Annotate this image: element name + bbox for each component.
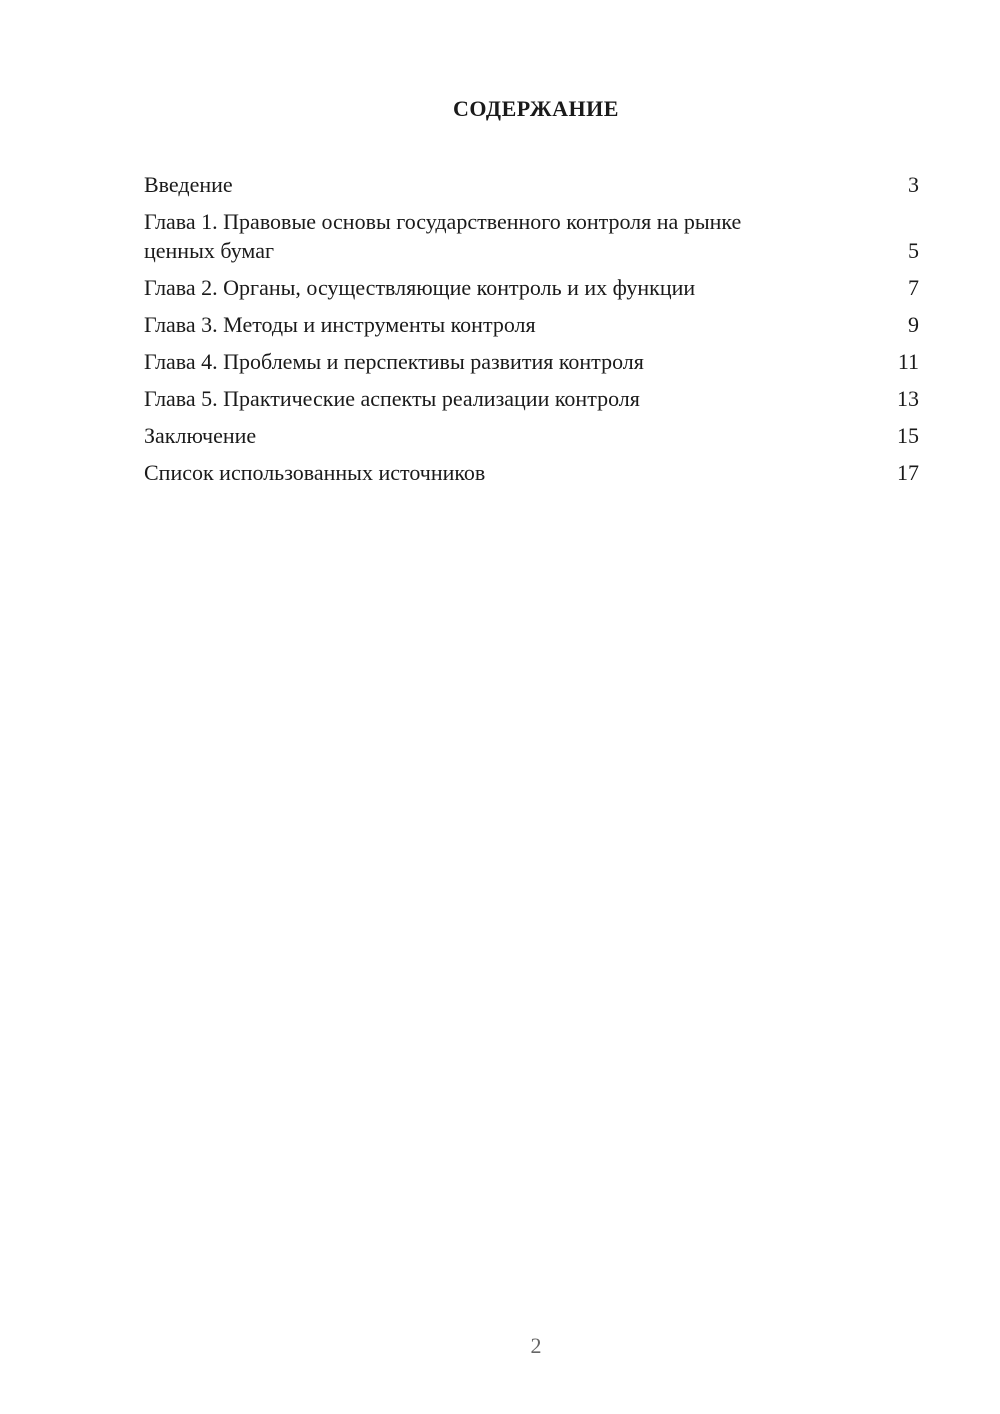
toc-entry-chapter-3	[144, 310, 919, 339]
toc-entry-title: Глава 2. Органы, осуществляющие контроль и их функции	[144, 275, 696, 300]
page-number: 2	[530, 1333, 542, 1358]
toc-entry-chapter-1	[144, 207, 919, 265]
toc-entry-title: Глава 4. Проблемы и перспективы развития контроля	[144, 349, 644, 374]
toc-entry-page: 5	[908, 238, 919, 263]
toc-entry-title: Глава 3. Методы и инструменты контроля	[144, 312, 536, 337]
toc-entry-page: 9	[908, 312, 919, 337]
toc-entry-page: 11	[897, 349, 919, 374]
toc-entry-page: 17	[897, 460, 919, 485]
toc-entry-chapter-5	[144, 384, 919, 413]
table-of-contents	[144, 170, 919, 495]
toc-entry-conclusion	[144, 421, 919, 450]
toc-entry-references	[144, 458, 919, 487]
toc-entry-chapter-2	[144, 273, 919, 302]
toc-entry-title: Глава 5. Практические аспекты реализации контроля	[144, 386, 640, 411]
toc-entry-page: 3	[908, 172, 919, 197]
toc-entry-page: 7	[908, 275, 919, 300]
toc-entry-title: Список использованных источников	[144, 460, 486, 485]
toc-entry-introduction	[144, 170, 919, 199]
toc-entry-page: 13	[897, 386, 919, 411]
toc-entry-page: 15	[897, 423, 919, 448]
page-title: СОДЕРЖАНИЕ	[453, 96, 619, 121]
toc-entry-title: Глава 1. Правовые основы государственного контроля на рынке ценных бумаг	[144, 209, 742, 263]
toc-entry-title: Введение	[144, 172, 233, 197]
toc-entry-title: Заключение	[144, 423, 257, 448]
toc-entry-chapter-4	[144, 347, 919, 376]
